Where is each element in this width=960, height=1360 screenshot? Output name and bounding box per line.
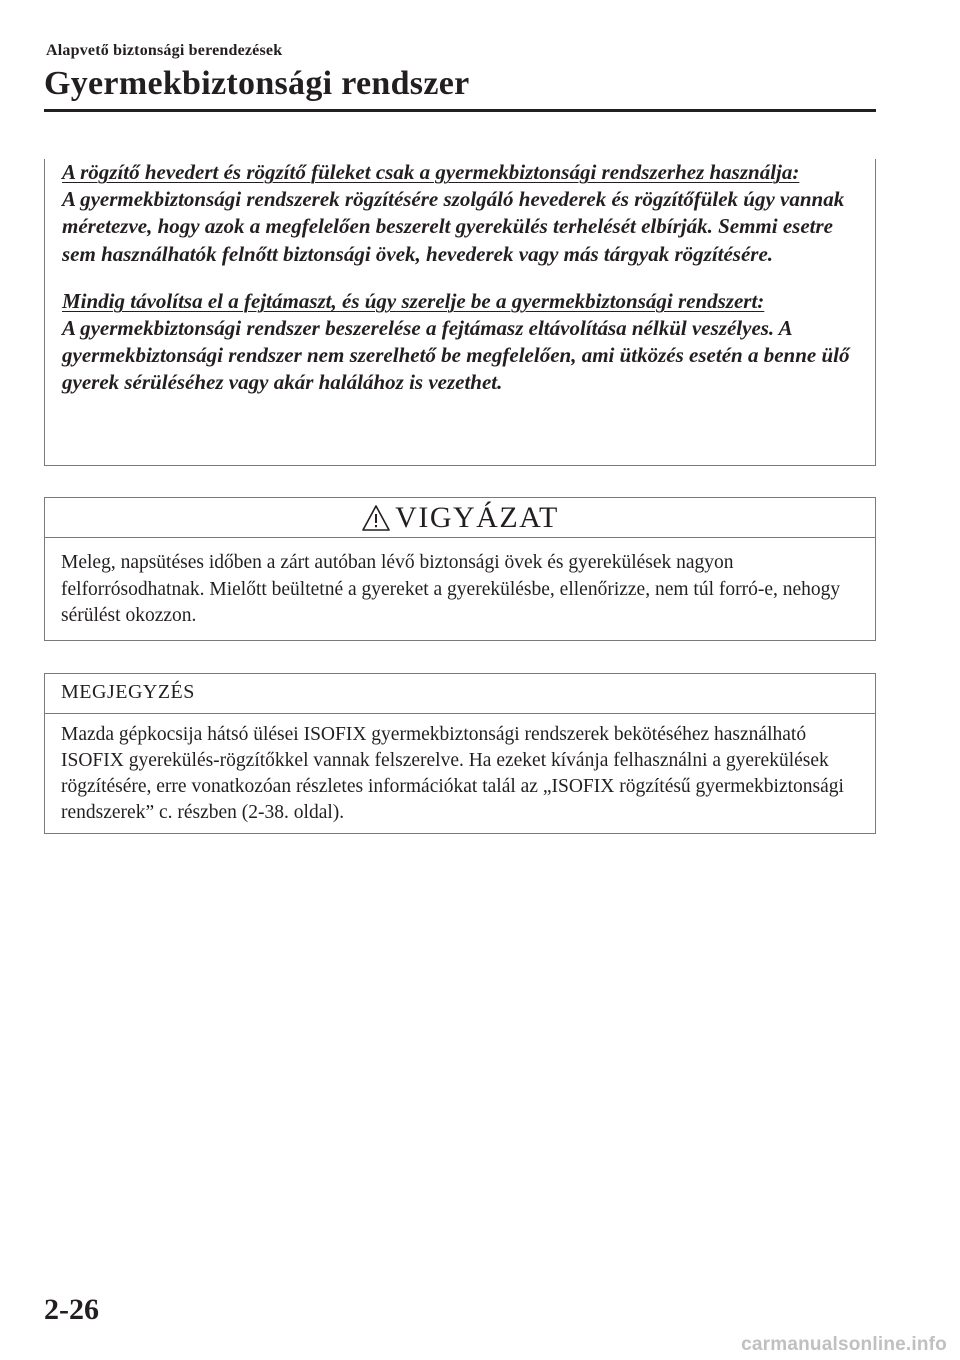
caution-box <box>44 497 876 641</box>
warning-body-1: A gyermekbiztonsági rendszerek rögzítésére szolgáló hevederek és rögzítőfülek úgy vannak méretezve, hogy azok a megfelelően beszerelt gyerekülés terhelését elbírják. Semmi esetre sem használhatók felnőtt biztonsági övek, hevederek vagy más tárgyak rögzítésére. <box>62 187 845 266</box>
section-label: Alapvető biztonsági berendezések <box>46 42 283 59</box>
warning-text <box>62 159 872 397</box>
warning-continuation-box <box>44 159 876 466</box>
note-title: MEGJEGYZÉS <box>45 674 875 714</box>
warning-heading-2: Mindig távolítsa el a fejtámaszt, és úgy szerelje be a gyermekbiztonsági rendszert: <box>62 288 765 313</box>
warning-heading-1: A rögzítő hevedert és rögzítő füleket csak a gyermekbiztonsági rendszerhez használja: <box>62 160 800 184</box>
caution-body: Meleg, napsütéses időben a zárt autóban lévő biztonsági övek és gyerekülések nagyon felforrósodhatnak. Mielőtt beültetné a gyereket a gyerekülésbe, ellenőrizze, nem túl forró-e, nehogy sérülést okozzon. <box>61 552 841 626</box>
caution-title: VIGYÁZAT <box>395 500 559 534</box>
page-number: 2-26 <box>44 1293 99 1326</box>
caution-header <box>45 498 875 538</box>
note-box <box>44 673 876 834</box>
watermark: carmanualsonline.info <box>741 1334 947 1355</box>
box-corner-left <box>44 159 45 165</box>
header-divider <box>44 109 876 112</box>
box-corner-right <box>875 159 876 165</box>
warning-body-2: A gyermekbiztonsági rendszer beszerelése a fejtámasz eltávolítása nélkül veszélyes. A gyermekbiztonsági rendszer nem szerelhető be megfelelően, ami ütközés esetén a benne ülő gyerek sérüléséhez vagy akár halálához is vezethet. <box>62 316 850 395</box>
page-title: Gyermekbiztonsági rendszer <box>44 65 470 102</box>
note-body: Mazda gépkocsija hátsó ülései ISOFIX gyermekbiztonsági rendszerek bekötéséhez használható ISOFIX gyerekülés-rögzítőkkel vannak felszerelve. Ha ezeket kívánja felhasználni a gyerekülések rögzítésére, erre vonatkozóan részletes információkat talál az „ISOFIX rögzítésű gyermekbiztonsági rendszerek” c. részben (2-38. oldal). <box>61 724 844 823</box>
warning-triangle-icon <box>361 503 391 533</box>
